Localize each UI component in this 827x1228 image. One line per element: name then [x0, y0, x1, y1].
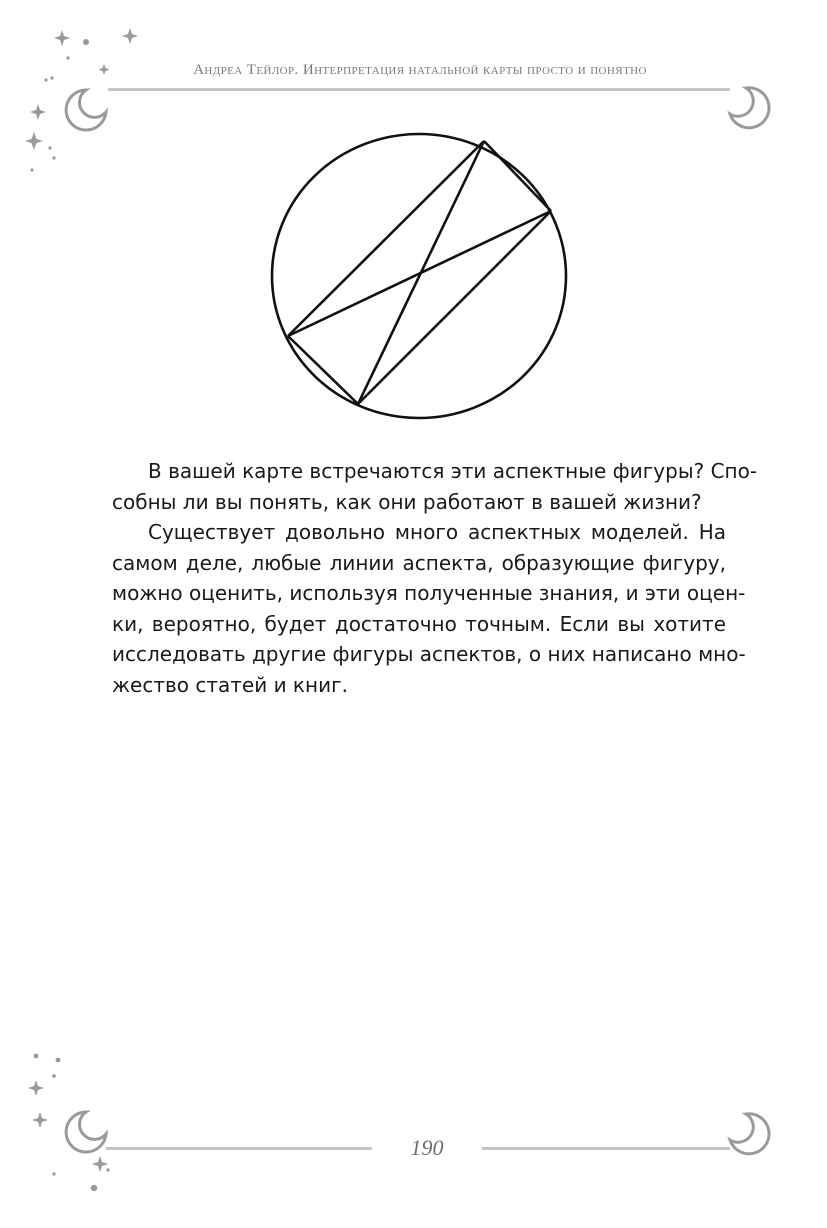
sparkle-star-icon	[28, 1080, 44, 1096]
text-line: можно оценить, используя полученные знания, и эти оцен-	[112, 581, 746, 605]
text-line: В вашей карте встречаются эти аспектные фигуры? Спо-	[148, 459, 758, 483]
text-line: исследовать другие фигуры аспектов, о них написано мно-	[112, 642, 746, 666]
paragraph	[112, 517, 746, 700]
text-line: собны ли вы понять, как они работают в вашей жизни?	[112, 489, 702, 514]
dot-icon	[44, 78, 47, 81]
dot-icon	[48, 146, 51, 149]
dot-icon	[56, 1058, 61, 1063]
text-line: Существует довольно много аспектных моделей. На	[148, 520, 726, 544]
crescent-moon-icon	[730, 88, 769, 128]
page-number: 190	[410, 1135, 444, 1160]
footer-rule-left	[106, 1147, 372, 1150]
dot-icon	[52, 1172, 55, 1175]
diagonal-line	[358, 211, 551, 404]
cross-line	[288, 211, 551, 336]
dot-icon	[106, 1168, 109, 1171]
aspect-figure	[262, 128, 574, 424]
text-line: ки, вероятно, будет достаточно точным. Если вы хотите	[112, 611, 726, 636]
dot-icon	[52, 156, 55, 159]
sparkle-star-icon	[99, 64, 110, 75]
rectangle-side-line	[288, 336, 358, 404]
running-header: Андреа Тейлор. Интерпретация натальной карты просто и понятно	[193, 62, 647, 78]
header-rule	[108, 88, 730, 91]
crescent-moon-icon	[730, 1114, 769, 1154]
sparkle-star-icon	[32, 1112, 48, 1128]
text-line: самом деле, любые линии аспекта, образующие фигуру,	[112, 550, 726, 575]
rectangle-side-line	[484, 141, 551, 211]
dot-icon	[83, 39, 89, 45]
text-line: жество статей и книг.	[112, 672, 348, 697]
dot-icon	[50, 76, 53, 79]
dot-icon	[52, 1074, 56, 1078]
sparkle-star-icon	[92, 1156, 108, 1172]
crescent-moon-ornament-top-right	[726, 84, 776, 134]
stars-moon-ornament-top-left	[20, 20, 130, 180]
crescent-moon-icon	[66, 90, 106, 130]
sparkle-star-icon	[54, 30, 70, 46]
footer-rule-right	[482, 1147, 730, 1150]
sparkle-star-icon	[30, 104, 46, 120]
body-text	[112, 456, 758, 700]
dot-icon	[66, 56, 69, 59]
dot-icon	[91, 1185, 97, 1191]
sparkle-star-icon	[122, 28, 138, 44]
crescent-moon-icon	[66, 1112, 106, 1152]
dot-icon	[30, 168, 33, 171]
dot-icon	[34, 1054, 39, 1059]
crescent-moon-ornament-bottom-right	[726, 1110, 776, 1160]
sparkle-star-icon	[25, 132, 43, 150]
paragraph	[112, 456, 758, 517]
stars-moon-ornament-bottom-left	[20, 1046, 130, 1206]
